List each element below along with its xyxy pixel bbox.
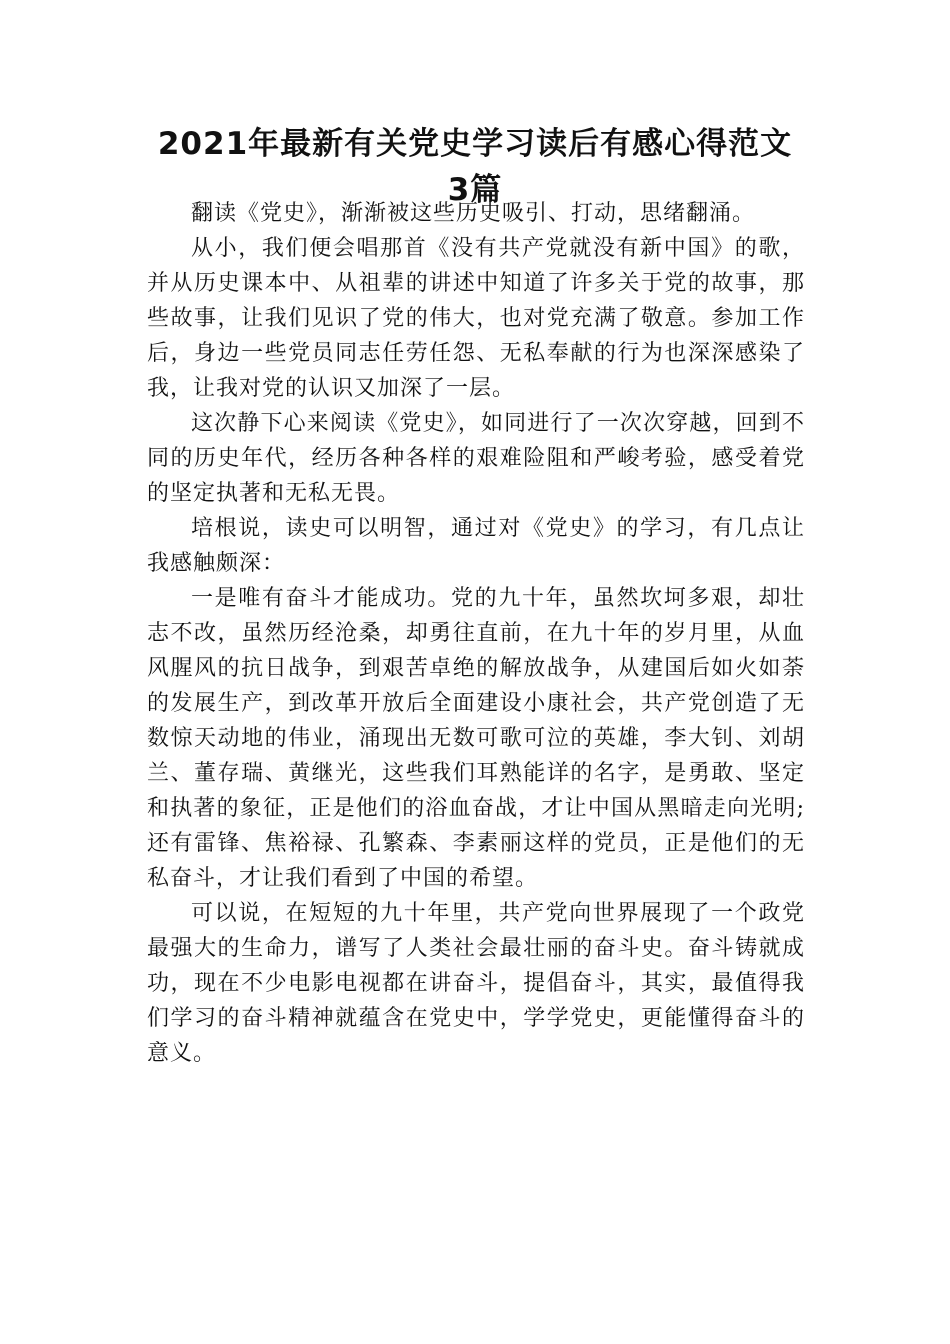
paragraph-3: 这次静下心来阅读《党史》，如同进行了一次次穿越，回到不同的历史年代，经历各种各样的艰难险阻和严峻考验，感受着党的坚定执著和无私无畏。 — [147, 411, 805, 506]
document-body — [147, 196, 805, 1071]
paragraph-4: 培根说，读史可以明智，通过对《党史》的学习，有几点让我感触颇深： — [147, 516, 805, 576]
paragraph-5: 一是唯有奋斗才能成功。党的九十年，虽然坎坷多艰，却壮志不改，虽然历经沧桑，却勇往直前，在九十年的岁月里，从血风腥风的抗日战争，到艰苦卓绝的解放战争，从建国后如火如荼的发展生产，到改革开放后全面建设小康社会，共产党创造了无数惊天动地的伟业，涌现出无数可歌可泣的英雄，李大钊、刘胡兰、董存瑞、黄继光，这些我们耳熟能详的名字，是勇敢、坚定和执著的象征，正是他们的浴血奋战，才让中国从黑暗走向光明;还有雷锋、焦裕禄、孔繁森、李素丽这样的党员，正是他们的无私奋斗，才让我们看到了中国的希望。 — [147, 586, 805, 891]
paragraph-6: 可以说，在短短的九十年里，共产党向世界展现了一个政党最强大的生命力，谱写了人类社会最壮丽的奋斗史。奋斗铸就成功，现在不少电影电视都在讲奋斗，提倡奋斗，其实，最值得我们学习的奋斗精神就蕴含在党史中，学学党史，更能懂得奋斗的意义。 — [147, 901, 805, 1066]
paragraph-1: 翻读《党史》，渐渐被这些历史吸引、打动，思绪翻涌。 — [191, 201, 756, 226]
document-title-line-1: 2021年最新有关党史学习读后有感心得范文 — [157, 126, 793, 162]
document-title-line-2: 3篇 — [447, 172, 503, 208]
paragraph-2: 从小，我们便会唱那首《没有共产党就没有新中国》的歌，并从历史课本中、从祖辈的讲述中知道了许多关于党的故事，那些故事，让我们见识了党的伟大，也对党充满了敬意。参加工作后，身边一些党员同志任劳任怨、无私奉献的行为也深深感染了我，让我对党的认识又加深了一层。 — [147, 236, 805, 401]
